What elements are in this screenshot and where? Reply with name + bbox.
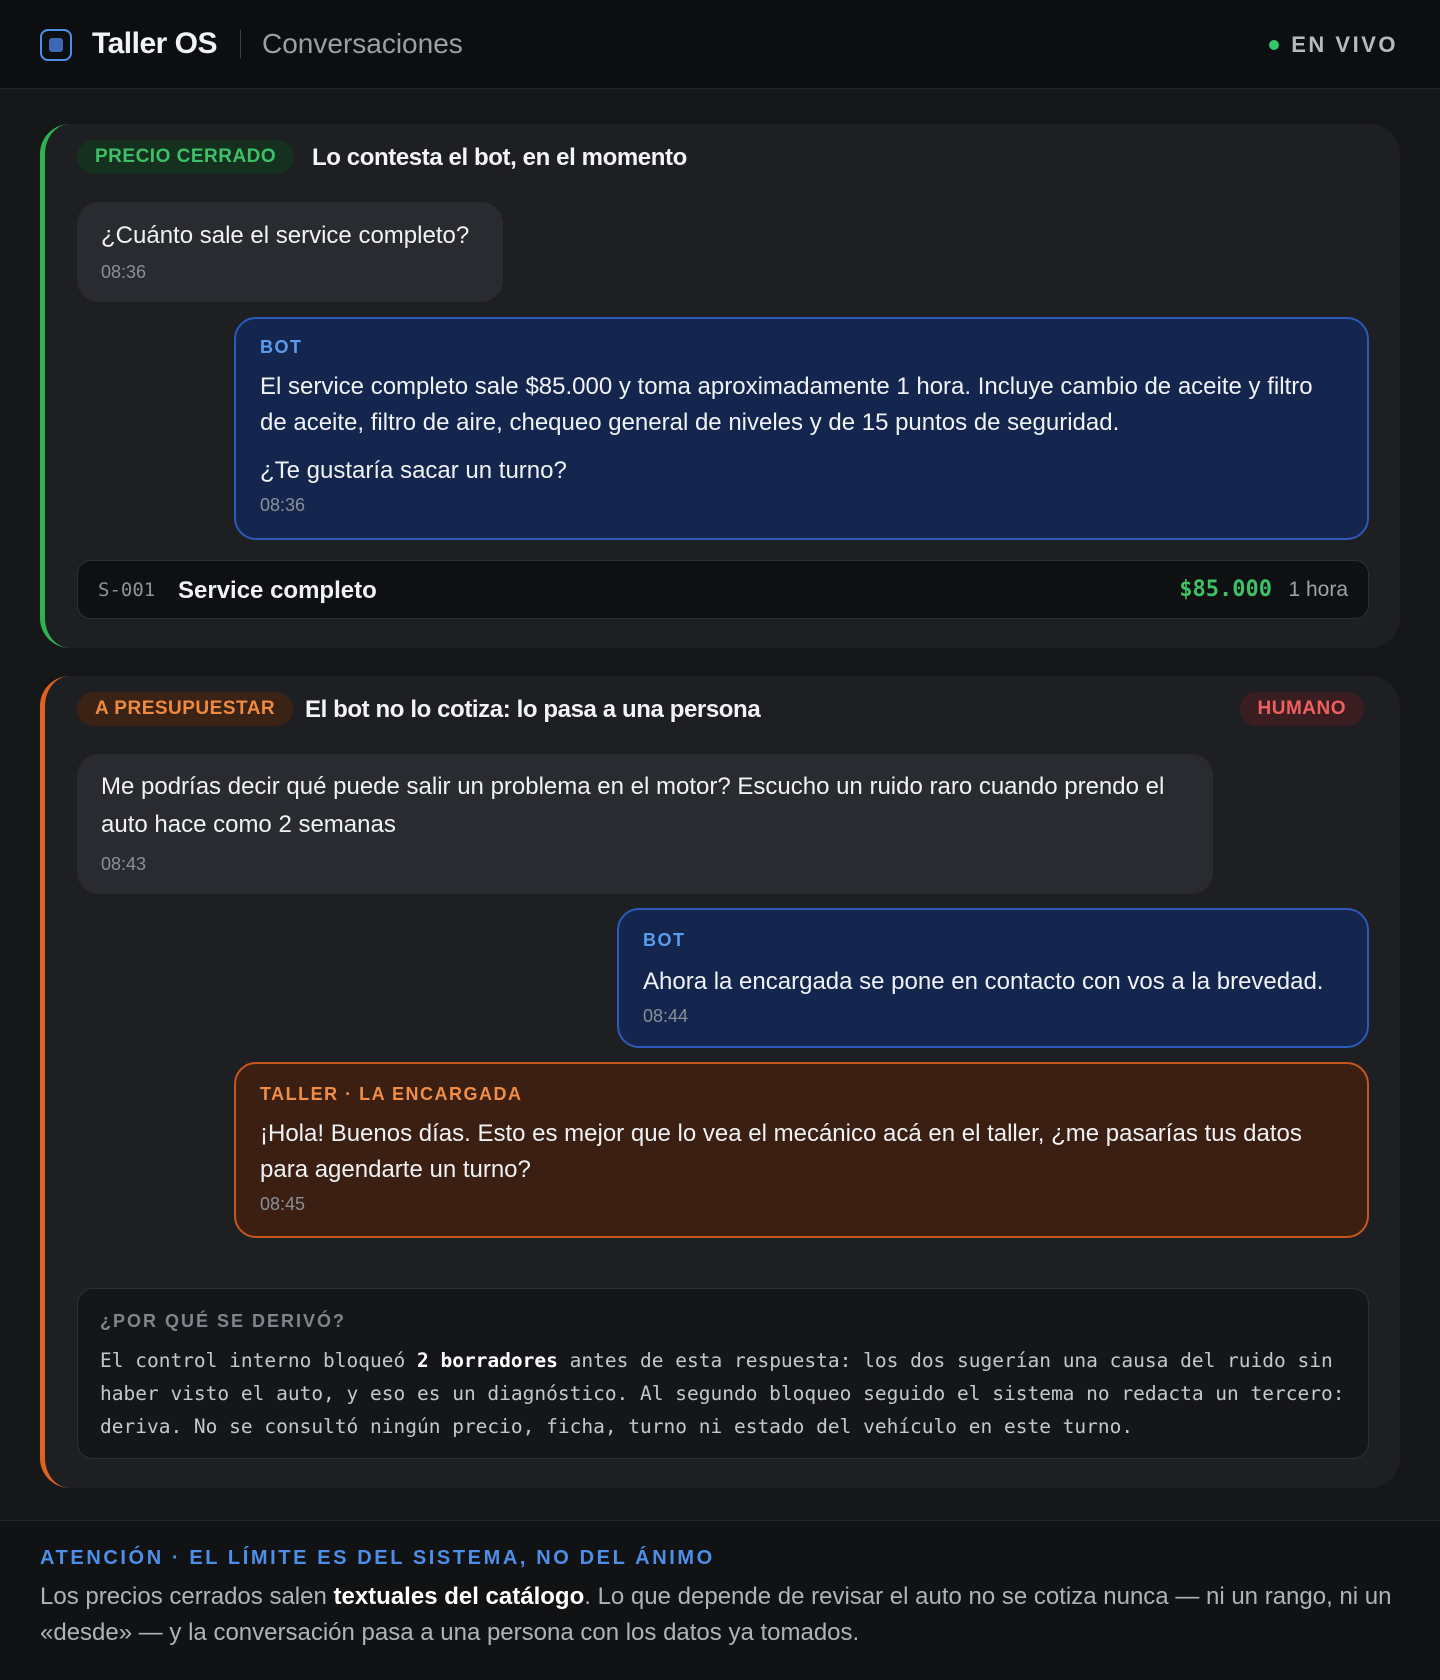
user-message-text: Me podrías decir qué puede salir un problema en el motor? Escucho un ruido raro cuando prendo el auto hace como 2 semanas xyxy=(101,773,1165,838)
footer-text-part: Los precios cerrados salen xyxy=(40,1583,334,1610)
app-logo-icon xyxy=(40,29,72,61)
card-title: El bot no lo cotiza: lo pasa a una persona xyxy=(305,696,761,723)
app-title: Taller OS xyxy=(92,27,217,60)
handler-badge: HUMANO xyxy=(1240,692,1365,726)
card-title: Lo contesta el bot, en el momento xyxy=(312,144,687,171)
footer-label: ATENCIÓN · EL LÍMITE ES DEL SISTEMA, NO DEL ÁNIMO xyxy=(40,1547,715,1569)
message-time: 08:43 xyxy=(101,854,147,874)
live-status-text: EN VIVO xyxy=(1291,32,1398,57)
footer-text-bold: textuales del catálogo xyxy=(333,1583,585,1610)
header-divider xyxy=(240,30,241,58)
bot-message-text: El service completo sale $85.000 y toma aproximadamente 1 hora. Incluye cambio de aceite y filtro de aceite, filtro de aire, chequeo general de niveles y de 15 puntos de seguridad. xyxy=(260,373,1313,436)
conversation-card-quote[interactable] xyxy=(40,676,1400,1488)
user-message xyxy=(77,202,503,302)
catalog-item-code: S-001 xyxy=(98,579,156,601)
footer-text-part: . Lo que depende de revisar el auto no se cotiza nunca — ni un rango, ni un «desde» — y la conversación pasa a una persona con los datos ya tomados. xyxy=(40,1583,1392,1646)
a-presupuestar-tag: A PRESUPUESTAR xyxy=(77,692,293,726)
bot-label: BOT xyxy=(260,337,303,357)
bot-message xyxy=(234,317,1369,540)
conversation-card-closed-price[interactable] xyxy=(40,124,1400,648)
precio-cerrado-tag: PRECIO CERRADO xyxy=(77,140,294,174)
reason-text-part: antes de esta respuesta: los dos sugerían una causa del ruido sin haber visto el auto, y eso es un diagnóstico. Al segundo bloqueo seguido el sistema no redacta un tercero: deriva. No se consultó ningún precio, ficha, turno ni estado del vehículo en este turno. xyxy=(100,1349,1345,1438)
human-sender-label: TALLER · LA ENCARGADA xyxy=(260,1084,523,1104)
human-message-text: ¡Hola! Buenos días. Esto es mejor que lo vea el mecánico acá en el taller, ¿me pasarías tus datos para agendarte un turno? xyxy=(260,1120,1302,1183)
live-indicator xyxy=(1269,32,1398,58)
catalog-item-name: Service completo xyxy=(178,577,377,604)
bot-message-text: Ahora la encargada se pone en contacto con vos a la brevedad. xyxy=(643,968,1324,995)
catalog-item-duration: 1 hora xyxy=(1288,578,1348,601)
bot-label: BOT xyxy=(643,930,686,950)
footer-text xyxy=(40,1579,1410,1651)
reason-text-part: El control interno bloqueó xyxy=(100,1349,417,1372)
message-time: 08:44 xyxy=(643,1006,689,1026)
reason-text xyxy=(100,1344,1346,1443)
derivation-reason-panel xyxy=(77,1288,1369,1459)
message-time: 08:36 xyxy=(101,262,147,282)
message-time: 08:36 xyxy=(260,495,306,515)
reason-label: ¿POR QUÉ SE DERIVÓ? xyxy=(100,1311,347,1331)
catalog-item-row[interactable] xyxy=(77,560,1369,619)
bot-message-question: ¿Te gustaría sacar un turno? xyxy=(260,457,567,484)
human-message xyxy=(234,1062,1369,1238)
user-message xyxy=(77,754,1213,894)
attention-footer xyxy=(0,1520,1440,1680)
section-title: Conversaciones xyxy=(262,28,463,59)
reason-text-bold: 2 borradores xyxy=(416,1349,558,1372)
live-dot-icon xyxy=(1269,40,1279,50)
message-time: 08:45 xyxy=(260,1194,306,1214)
user-message-text: ¿Cuánto sale el service completo? xyxy=(101,222,470,249)
app-header xyxy=(0,0,1440,89)
catalog-item-price: $85.000 xyxy=(1179,577,1272,602)
bot-message xyxy=(617,908,1369,1048)
